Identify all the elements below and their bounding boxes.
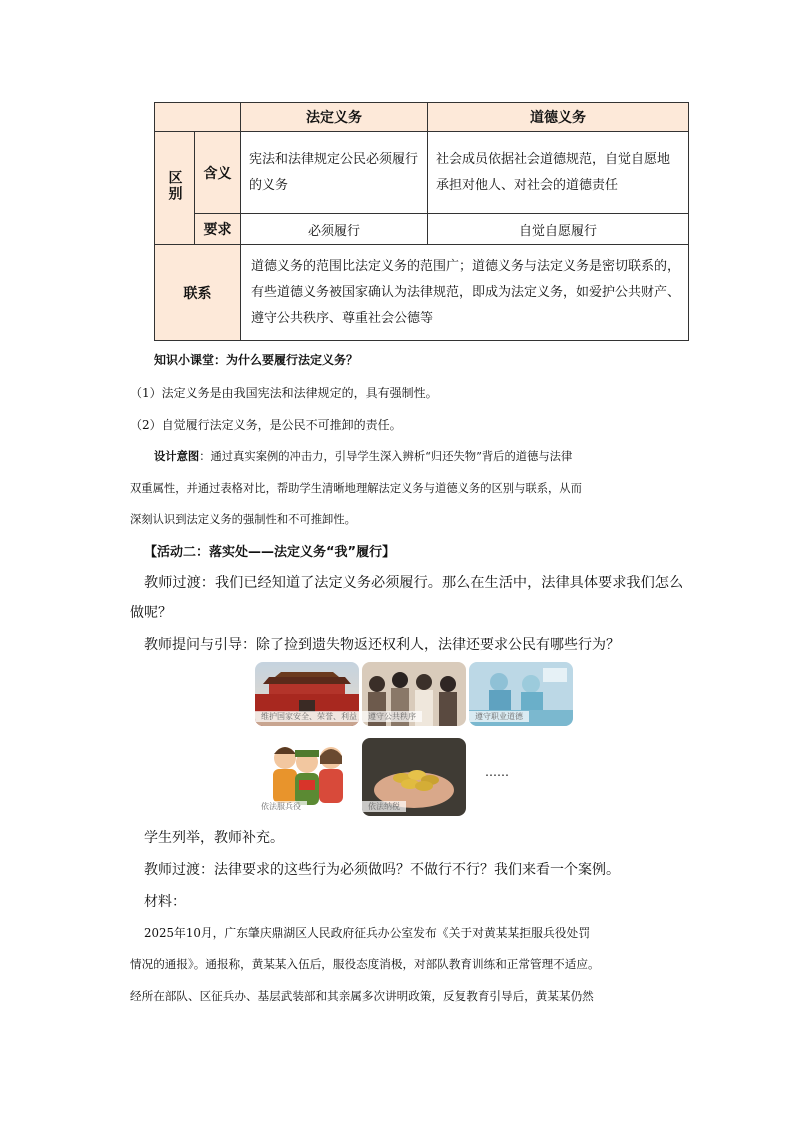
image-caption-2: 遵守公共秩序 <box>362 711 422 722</box>
teacher-question: 教师提问与引导：除了捡到遗失物返还权利人，法律还要求公民有哪些行为？ <box>144 637 620 653</box>
difference-label-cell <box>155 132 195 245</box>
legal-requirement-cell: 必须履行 <box>241 214 428 245</box>
image-caption-3: 遵守职业道德 <box>469 711 529 722</box>
activity-title: 【活动二：落实处——法定义务“我”履行】 <box>144 545 396 560</box>
design-intent-line-3: 深刻认识到法定义务的强制性和不可推卸性。 <box>130 513 356 526</box>
duty-image-grid <box>255 662 573 820</box>
legal-duty-header: 法定义务 <box>241 103 428 132</box>
teacher-transition-1-line-1: 教师过渡：我们已经知道了法定义务必须履行。那么在生活中，法律具体要求我们怎么 <box>144 575 684 591</box>
military-family-image <box>255 738 359 816</box>
difference-label: 区别 <box>166 170 183 202</box>
moral-meaning-cell: 社会成员依据社会道德规范，自觉自愿地承担对他人、对社会的道德责任 <box>428 132 689 214</box>
material-line-3: 经所在部队、区征兵办、基层武装部和其亲属多次讲明政策，反复教育引导后，黄某某仍然 <box>130 989 594 1003</box>
meaning-label: 含义 <box>195 132 241 214</box>
comparison-table <box>154 102 689 341</box>
design-intent-text-1: ：通过真实案例的冲击力，引导学生深入辨析“归还失物”背后的道德与法律 <box>199 450 573 463</box>
knowledge-item-1: （1）法定义务是由我国宪法和法律规定的，具有强制性。 <box>130 386 438 400</box>
material-line-2: 情况的通报》。通报称，黄某某入伍后，服役态度消极，对部队教育训练和正常管理不适应。 <box>130 957 600 971</box>
crowd-image <box>362 662 466 726</box>
tiananmen-image <box>255 662 359 726</box>
image-caption-4: 依法服兵役 <box>255 801 307 812</box>
legal-meaning-cell: 宪法和法律规定公民必须履行的义务 <box>241 132 428 214</box>
image-caption-1: 维护国家安全、荣誉、利益 <box>255 711 359 722</box>
design-intent-line-2: 双重属性，并通过表格对比，帮助学生清晰地理解法定义务与道德义务的区别与联系，从而 <box>130 482 582 495</box>
material-label: 材料： <box>144 894 186 910</box>
link-text-cell: 道德义务的范围比法定义务的范围广；道德义务与法定义务是密切联系的，有些道德义务被国家确认为法律规范，即成为法定义务，如爱护公共财产、遵守公共秩序、尊重社会公德等 <box>241 245 689 341</box>
student-response: 学生列举，教师补充。 <box>144 830 284 846</box>
moral-requirement-cell: 自觉自愿履行 <box>428 214 689 245</box>
knowledge-item-2: （2）自觉履行法定义务，是公民不可推卸的责任。 <box>130 418 402 432</box>
image-ellipsis: …… <box>485 765 509 779</box>
surgery-image <box>469 662 573 726</box>
link-label: 联系 <box>155 245 241 341</box>
teacher-transition-2: 教师过渡：法律要求的这些行为必须做吗？不做行不行？我们来看一个案例。 <box>144 862 620 878</box>
design-intent-line-1 <box>154 448 572 464</box>
requirement-label: 要求 <box>195 214 241 245</box>
coins-image <box>362 738 466 816</box>
image-caption-5: 依法纳税 <box>362 801 406 812</box>
moral-duty-header: 道德义务 <box>428 103 689 132</box>
teacher-transition-1-line-2: 做呢？ <box>130 605 172 621</box>
material-line-1: 2025年10月，广东肇庆鼎湖区人民政府征兵办公室发布《关于对黄某某拒服兵役处罚 <box>144 926 591 940</box>
table-corner-cell <box>155 103 241 132</box>
design-intent-label: 设计意图 <box>154 449 200 463</box>
knowledge-title: 知识小课堂：为什么要履行法定义务？ <box>154 353 359 367</box>
